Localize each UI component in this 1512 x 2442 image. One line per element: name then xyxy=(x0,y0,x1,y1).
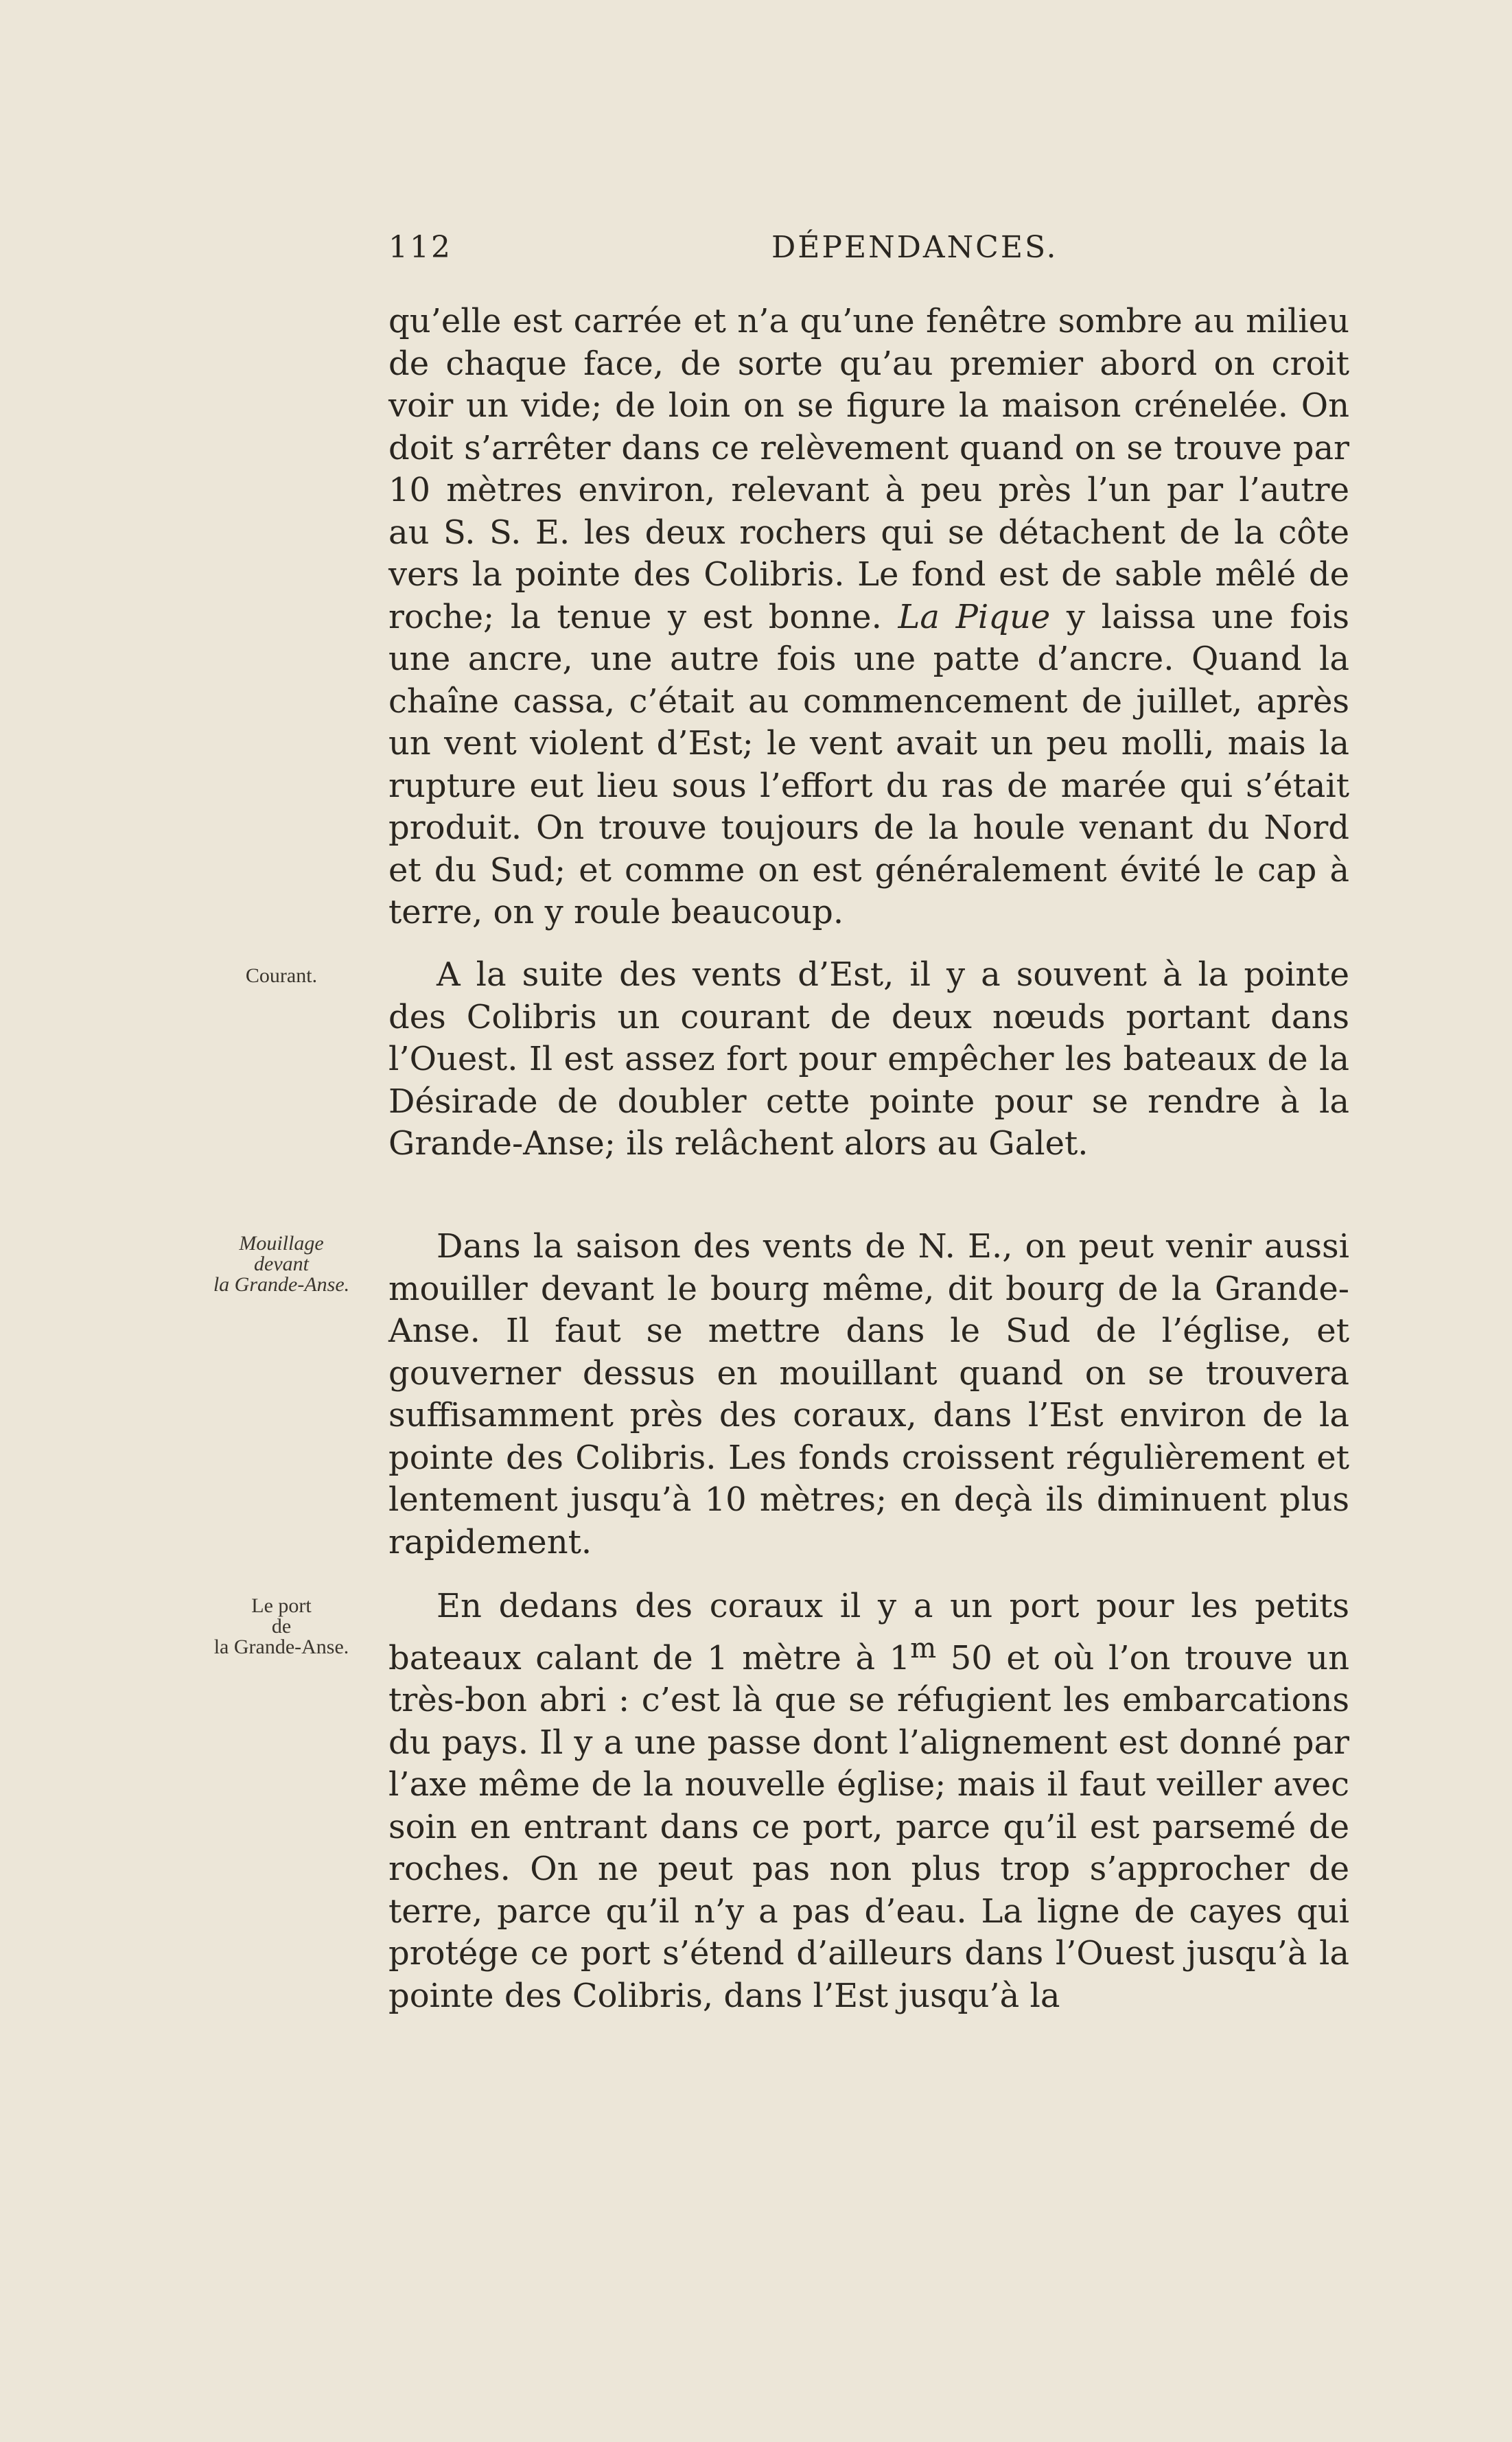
margin-note-port xyxy=(192,1596,371,1658)
page-number: 112 xyxy=(388,230,452,265)
margin-note-line: Mouillage xyxy=(239,1232,324,1255)
paragraph-text-after: y laissa une fois une ancre, une autre fois une patte d’ancre. Quand la chaîne cassa, c’était au commencement de juillet, après un vent violent d’Est; le vent avait un peu molli, mais la rupture eut lieu sous l’effort du ras de marée qui s’était produit. On trouve toujours de la houle venant du Nord et du Sud; et comme on est généralement évité le cap à terre, on y roule beaucoup. xyxy=(388,597,1349,931)
margin-note-line: de xyxy=(271,1615,292,1638)
paragraph-port xyxy=(388,1585,1349,2017)
margin-note-mouillage xyxy=(192,1233,371,1295)
paragraph-courant xyxy=(388,954,1349,1165)
paragraph-text-after: 50 et où l’on trouve un très-bon abri : c’est là que se réfugient les embarcations du pays. Il y a une passe dont l’alignement est donné par l’axe même de la nouvelle église; mais il faut veiller avec soin en entrant dans ce port, parce qu’il est parsemé de roches. On ne peut pas non plus trop s’approcher de terre, parce qu’il n’y a pas d’eau. La ligne de cayes qui protége ce port s’étend d’ailleurs dans l’Ouest jusqu’à la pointe des Colibris, dans l’Est jusqu’à la xyxy=(388,1638,1350,2015)
running-title: DÉPENDANCES. xyxy=(771,230,1058,265)
paragraph-text: qu’elle est carrée et n’a qu’une fenêtre sombre au milieu de chaque face, de sorte qu’au premier abord on croit voir un vide; de loin on se figure la maison crénelée. On doit s’arrêter dans ce relèvement quand on se trouve par 10 mètres environ, relevant à peu près l’un par l’autre au S. S. E. les deux rochers qui se détachent de la côte vers la pointe des Colibris. Le fond est de sable mêlé de roche; la tenue y est bonne. xyxy=(388,302,1349,636)
margin-note-line: la Grande-Anse. xyxy=(213,1636,349,1658)
margin-note-line: Courant. xyxy=(245,964,318,987)
margin-note-line: Le port xyxy=(251,1594,312,1617)
margin-note-line: la Grande-Anse. xyxy=(213,1273,350,1296)
unit-superscript: m xyxy=(910,1632,937,1664)
margin-note-courant xyxy=(192,966,371,986)
paragraph-text: A la suite des vents d’Est, il y a souvent à la pointe des Colibris un courant de deux nœuds portant dans l’Ouest. Il est assez fort pour empêcher les bateaux de la Désirade de doubler cette pointe pour se rendre à la Grande-Anse; ils relâchent alors au Galet. xyxy=(388,955,1349,1163)
paragraph-mouillage xyxy=(388,1226,1349,1563)
paragraph-text: En dedans des coraux il y a un port pour les petits bateaux calant de 1 mètre à 1 xyxy=(388,1587,1349,1677)
paragraph-text: Dans la saison des vents de N. E., on peut venir aussi mouiller devant le bourg même, dit bourg de la Grande-Anse. Il faut se mettre dans le Sud de l’église, et gouverner dessus en mouillant quand on se trouvera suffisamment près des coraux, dans l’Est environ de la pointe des Colibris. Les fonds croissent régulièrement et lentement jusqu’à 10 mètres; en deçà ils diminuent plus rapidement. xyxy=(388,1227,1349,1561)
ship-name-italic: La Pique xyxy=(898,597,1051,636)
page-header xyxy=(388,230,1349,278)
paragraph-continued xyxy=(388,301,1349,934)
margin-note-line: devant xyxy=(254,1253,309,1275)
